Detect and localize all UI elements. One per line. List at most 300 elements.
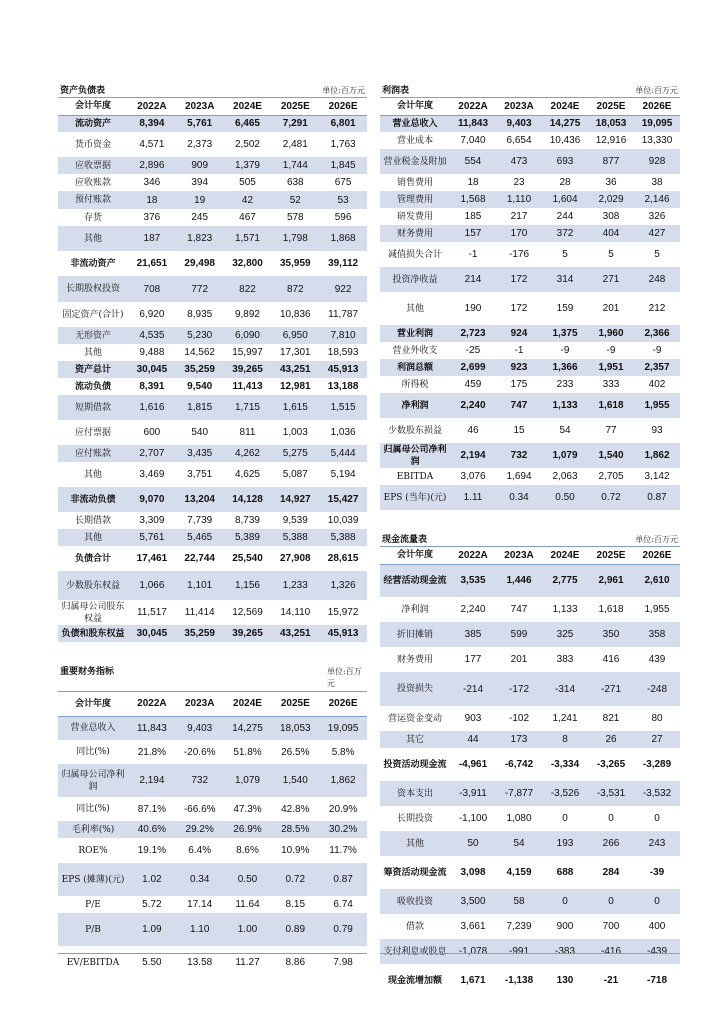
value-cell: 35,259: [176, 361, 224, 378]
value-cell: 1,868: [319, 226, 367, 251]
value-cell: 58: [496, 889, 542, 914]
value-cell: 1,379: [224, 157, 272, 174]
value-cell: 688: [556, 867, 574, 878]
value-cell: 0.72: [588, 485, 634, 510]
value-cell: 596: [334, 212, 352, 223]
header-year-cell: 2024E: [224, 98, 272, 115]
value-cell: 130: [556, 975, 574, 986]
header-year-cell: 2026E: [634, 98, 680, 115]
value-cell: 333: [602, 379, 620, 390]
header-year-cell: 2022A: [450, 547, 496, 564]
value-cell: 1,366: [542, 359, 588, 376]
value-cell: 214: [450, 267, 496, 292]
value-cell: 9,540: [187, 381, 213, 392]
value-cell: -248: [634, 672, 680, 706]
row-label: 短期借款: [58, 395, 128, 420]
value-cell: -1,100: [458, 813, 488, 824]
value-cell: 14,110: [280, 607, 311, 618]
value-cell: 922: [319, 276, 367, 302]
value-cell: 266: [588, 831, 634, 856]
value-cell: 0.50: [224, 863, 272, 896]
row-label: P/B: [58, 913, 128, 946]
row-label: 研发费用: [396, 211, 433, 222]
value-cell: 2,373: [187, 139, 213, 150]
value-cell: 7,291: [271, 115, 319, 132]
value-cell: 217: [510, 211, 528, 222]
value-cell: 0.34: [496, 485, 542, 510]
value-cell: 0.34: [176, 863, 224, 896]
value-cell: 1,715: [224, 395, 272, 420]
header-year-cell: 2022A: [450, 98, 496, 115]
row-label: 预付账款: [58, 191, 128, 209]
value-cell: 1.09: [128, 913, 176, 946]
value-cell: 578: [286, 212, 304, 223]
value-cell: -39: [649, 867, 665, 878]
value-cell: -172: [496, 672, 542, 706]
table-row: [58, 529, 367, 546]
value-cell: 5,388: [271, 529, 319, 546]
value-cell: 1,066: [128, 571, 176, 600]
table-header-row: [380, 547, 680, 564]
value-cell: 314: [542, 267, 588, 292]
value-cell: 19,095: [634, 115, 680, 132]
value-cell: -314: [542, 672, 588, 706]
value-cell: 212: [648, 303, 666, 314]
table-row: [380, 267, 680, 292]
header-label-cell: 会计年度: [58, 98, 128, 115]
value-cell: 12,981: [279, 381, 311, 392]
value-cell: 1,955: [634, 393, 680, 418]
row-label: 其他: [83, 469, 102, 480]
value-cell: 1,446: [496, 564, 542, 597]
value-cell: 1,079: [542, 443, 588, 468]
header-label-cell: 会计年度: [380, 547, 450, 564]
value-cell: 93: [651, 425, 663, 436]
table-row: [380, 225, 680, 242]
header-year-cell: 2025E: [271, 98, 319, 115]
value-cell: 0: [608, 813, 614, 824]
value-cell: 172: [496, 267, 542, 292]
value-cell: 12,569: [232, 607, 263, 618]
table-row: [58, 361, 367, 378]
row-label: 货币资金: [74, 139, 111, 150]
value-cell: 4,571: [139, 139, 165, 150]
value-cell: 50: [450, 831, 496, 856]
balance-sheet-title: 资产负债表: [60, 86, 106, 96]
value-cell: 19: [176, 191, 224, 209]
table-row: [380, 748, 680, 781]
value-cell: 10.9%: [281, 845, 310, 856]
value-cell: 1,823: [176, 226, 224, 251]
table-row: [380, 418, 680, 443]
table-row: [58, 115, 367, 132]
value-cell: 80: [651, 713, 663, 724]
value-cell: 14,275: [224, 716, 272, 740]
value-cell: 9,488: [139, 347, 165, 358]
value-cell: 27: [634, 731, 680, 748]
value-cell: 7,810: [319, 327, 367, 344]
value-cell: 6,950: [271, 327, 319, 344]
header-year-cell: 2026E: [634, 547, 680, 564]
value-cell: 772: [176, 276, 224, 302]
value-cell: 170: [496, 225, 542, 242]
cash-flow-table: [380, 547, 680, 997]
value-cell: 3,469: [139, 469, 165, 480]
table-row: [58, 191, 367, 209]
value-cell: 1,951: [588, 359, 634, 376]
cash-flow-unit: 单位:百万元: [635, 535, 678, 544]
income-statement-header: [380, 83, 680, 98]
table-row: [380, 174, 680, 191]
value-cell: 39,112: [328, 258, 359, 269]
value-cell: 2,502: [234, 139, 260, 150]
value-cell: 157: [450, 225, 496, 242]
value-cell: -3,265: [596, 759, 626, 770]
value-cell: 383: [556, 654, 574, 665]
table-row: [58, 395, 367, 420]
value-cell: 822: [224, 276, 272, 302]
value-cell: 40.6%: [128, 821, 176, 838]
value-cell: 5: [562, 249, 568, 260]
key-indicators-unit: 单位:百万元: [327, 667, 362, 688]
value-cell: 540: [191, 427, 209, 438]
value-cell: 554: [450, 149, 496, 174]
row-label: ROE%: [78, 845, 108, 856]
value-cell: 190: [464, 303, 482, 314]
value-cell: 14,927: [271, 487, 319, 512]
value-cell: 46: [467, 425, 479, 436]
value-cell: 15,427: [319, 487, 367, 512]
value-cell: 923: [496, 359, 542, 376]
value-cell: -3,334: [550, 759, 580, 770]
header-year-cell: 2025E: [271, 692, 319, 716]
value-cell: 3,076: [460, 471, 486, 482]
value-cell: 11,787: [328, 309, 359, 320]
value-cell: 599: [496, 622, 542, 647]
row-label: 无形资产: [58, 327, 128, 344]
value-cell: 9,403: [496, 115, 542, 132]
value-cell: -3,526: [542, 781, 588, 806]
value-cell: 54: [496, 831, 542, 856]
value-cell: -7,877: [496, 781, 542, 806]
value-cell: 15,997: [232, 347, 263, 358]
value-cell: 358: [634, 622, 680, 647]
value-cell: 7,040: [460, 135, 486, 146]
value-cell: 21.8%: [137, 746, 167, 758]
value-cell: 2,366: [634, 325, 680, 342]
value-cell: 11.7%: [329, 845, 357, 856]
value-cell: 8.86: [285, 957, 306, 968]
header-year-cell: 2023A: [496, 547, 542, 564]
value-cell: 5.8%: [331, 746, 355, 758]
table-row: [58, 226, 367, 251]
value-cell: 11,414: [184, 607, 215, 618]
table-row: [58, 251, 367, 276]
row-label: 归属母公司股东权益: [61, 601, 125, 624]
value-cell: 4,159: [506, 867, 532, 878]
value-cell: 1,241: [552, 713, 578, 724]
value-cell: 27,908: [279, 553, 311, 564]
row-label: 投资净收益: [380, 267, 450, 292]
cash-flow-header: [380, 532, 680, 547]
table-row: [380, 622, 680, 647]
value-cell: 21,651: [136, 258, 168, 269]
value-cell: -3,911: [450, 781, 496, 806]
header-label-cell: 会计年度: [380, 98, 450, 115]
row-label: 归属母公司净利润: [58, 764, 128, 797]
value-cell: 3,435: [176, 445, 224, 462]
value-cell: 0: [654, 813, 660, 824]
value-cell: 28: [559, 177, 571, 188]
header-year-cell: 2022A: [128, 98, 176, 115]
value-cell: 3,751: [187, 469, 213, 480]
value-cell: -271: [588, 672, 634, 706]
row-label: 投资活动现金流: [383, 759, 447, 770]
value-cell: 9,539: [282, 515, 308, 526]
value-cell: 1,133: [542, 393, 588, 418]
row-label: 支付利息或股息: [380, 939, 450, 964]
header-label-cell: 会计年度: [58, 692, 128, 716]
value-cell: -6,742: [504, 759, 534, 770]
header-year-cell: 2023A: [176, 692, 224, 716]
row-label: 应收票据: [58, 157, 128, 174]
row-label: 经营活动现金流: [380, 564, 450, 597]
table-row: [380, 376, 680, 393]
value-cell: 45,913: [319, 625, 367, 642]
value-cell: 6.74: [333, 899, 353, 910]
value-cell: 28,615: [327, 553, 359, 564]
income-statement-title: 利润表: [382, 86, 410, 96]
value-cell: 0: [634, 889, 680, 914]
table-row: [380, 242, 680, 267]
value-cell: 350: [588, 622, 634, 647]
value-cell: 3,098: [460, 867, 486, 878]
value-cell: 416: [602, 654, 620, 665]
row-label: 归属母公司净利润: [380, 443, 450, 468]
table-row: [380, 564, 680, 597]
row-label: 资本支出: [380, 781, 450, 806]
value-cell: 9,070: [128, 487, 176, 512]
value-cell: 400: [648, 921, 666, 932]
value-cell: -9: [606, 345, 616, 356]
value-cell: 1,540: [271, 764, 319, 797]
value-cell: 45,913: [319, 361, 367, 378]
value-cell: 8,394: [128, 115, 176, 132]
row-label: 净利润: [401, 604, 429, 615]
table-row: [380, 132, 680, 149]
row-label: 其他: [83, 347, 102, 358]
row-label: 财务费用: [380, 225, 450, 242]
row-label: 流动资产: [58, 115, 128, 132]
value-cell: -66.6%: [183, 803, 216, 815]
table-row: [380, 914, 680, 939]
income-statement-panel: [380, 83, 680, 510]
bottom-rule-left: [58, 953, 367, 954]
table-row: [58, 132, 367, 157]
row-label: 筹资活动现金流: [383, 867, 447, 878]
value-cell: 6,090: [224, 327, 272, 344]
row-label: 其他: [58, 226, 128, 251]
value-cell: 28.5%: [271, 821, 319, 838]
value-cell: 23: [513, 177, 525, 188]
value-cell: 10,836: [279, 309, 311, 320]
table-row: [380, 597, 680, 622]
value-cell: 3,309: [139, 515, 165, 526]
value-cell: 5,194: [330, 469, 356, 480]
value-cell: 14,275: [542, 115, 588, 132]
value-cell: 284: [602, 867, 620, 878]
table-header-row: [58, 98, 367, 115]
row-label: 负债合计: [74, 553, 111, 564]
value-cell: 909: [176, 157, 224, 174]
value-cell: 2,775: [542, 564, 588, 597]
row-label: 少数股东权益: [58, 571, 128, 600]
table-row: [380, 706, 680, 731]
row-label: P/E: [85, 899, 101, 910]
value-cell: 30,045: [128, 625, 176, 642]
value-cell: -3,289: [642, 759, 672, 770]
value-cell: -25: [465, 345, 481, 356]
value-cell: 39,265: [224, 361, 272, 378]
row-label: 应付账款: [58, 445, 128, 462]
table-row: [380, 292, 680, 325]
value-cell: 1.10: [176, 913, 224, 946]
value-cell: 172: [510, 303, 528, 314]
value-cell: 0.87: [319, 863, 367, 896]
value-cell: 30,045: [128, 361, 176, 378]
value-cell: 248: [634, 267, 680, 292]
table-row: [58, 157, 367, 174]
table-row: [380, 889, 680, 914]
value-cell: 3,661: [460, 921, 486, 932]
value-cell: -439: [634, 939, 680, 964]
value-cell: 2,707: [128, 445, 176, 462]
balance-sheet-unit: 单位:百万元: [322, 86, 365, 95]
table-row: [380, 325, 680, 342]
row-label: 固定资产(合计): [62, 309, 124, 320]
value-cell: 5,389: [224, 529, 272, 546]
value-cell: 17.14: [187, 899, 213, 910]
value-cell: 325: [542, 622, 588, 647]
table-row: [380, 342, 680, 359]
value-cell: 1,003: [282, 427, 308, 438]
value-cell: 1.11: [450, 485, 496, 510]
value-cell: 1,133: [552, 604, 578, 615]
value-cell: 201: [510, 654, 528, 665]
value-cell: 1,618: [588, 393, 634, 418]
value-cell: 29,498: [184, 258, 215, 269]
value-cell: 233: [556, 379, 574, 390]
value-cell: 1,815: [176, 395, 224, 420]
row-label: 借款: [405, 921, 424, 932]
value-cell: -416: [588, 939, 634, 964]
value-cell: 11,843: [450, 115, 496, 132]
value-cell: 18: [467, 177, 479, 188]
value-cell: 732: [496, 443, 542, 468]
value-cell: 0.89: [271, 913, 319, 946]
value-cell: 43,251: [271, 625, 319, 642]
value-cell: 1,156: [224, 571, 272, 600]
value-cell: 5,388: [319, 529, 367, 546]
value-cell: 8.6%: [236, 845, 259, 856]
value-cell: 54: [559, 425, 571, 436]
value-cell: 8: [542, 731, 588, 748]
row-label: 其他: [58, 529, 128, 546]
value-cell: 1,671: [460, 975, 486, 986]
value-cell: 6,465: [224, 115, 272, 132]
row-label: 毛利率(%): [58, 821, 128, 838]
value-cell: 2,194: [128, 764, 176, 797]
value-cell: 11.27: [235, 957, 260, 968]
value-cell: -9: [560, 345, 570, 356]
value-cell: 1,568: [450, 191, 496, 208]
value-cell: 693: [542, 149, 588, 174]
value-cell: 35,259: [176, 625, 224, 642]
value-cell: 2,610: [634, 564, 680, 597]
value-cell: 1,079: [224, 764, 272, 797]
table-row: [58, 946, 367, 979]
table-row: [380, 672, 680, 706]
value-cell: 244: [556, 211, 574, 222]
value-cell: 19,095: [319, 716, 367, 740]
value-cell: 1,101: [176, 571, 224, 600]
value-cell: -383: [542, 939, 588, 964]
value-cell: 52: [271, 191, 319, 209]
value-cell: 1,615: [271, 395, 319, 420]
table-row: [58, 462, 367, 487]
value-cell: 4,535: [128, 327, 176, 344]
value-cell: 13,188: [327, 381, 359, 392]
row-label: 其他: [405, 303, 424, 314]
value-cell: 394: [191, 177, 209, 188]
value-cell: 439: [648, 654, 666, 665]
value-cell: 14,128: [224, 487, 272, 512]
table-row: [58, 600, 367, 625]
value-cell: 19.1%: [137, 845, 167, 856]
value-cell: 1,694: [506, 471, 532, 482]
value-cell: 177: [464, 654, 482, 665]
value-cell: 747: [510, 604, 528, 615]
table-header-row: [380, 98, 680, 115]
row-label: 应付票据: [74, 427, 111, 438]
value-cell: 3,535: [450, 564, 496, 597]
value-cell: 13,330: [641, 135, 673, 146]
row-label: 非流动负债: [58, 487, 128, 512]
value-cell: 36: [605, 177, 617, 188]
balance-sheet-panel: [58, 83, 367, 642]
value-cell: 9,403: [176, 716, 224, 740]
value-cell: 0.87: [634, 485, 680, 510]
value-cell: 10,039: [327, 515, 359, 526]
table-row: [380, 856, 680, 889]
value-cell: 638: [286, 177, 304, 188]
value-cell: 42.8%: [281, 803, 310, 815]
value-cell: 4,262: [224, 445, 272, 462]
value-cell: 8,739: [234, 515, 260, 526]
value-cell: 159: [556, 303, 574, 314]
value-cell: 44: [450, 731, 496, 748]
row-label: 营业外收支: [392, 345, 438, 356]
value-cell: 5.72: [142, 899, 162, 910]
key-indicators-panel: [58, 666, 367, 979]
header-year-cell: 2022A: [128, 692, 176, 716]
value-cell: 26.9%: [224, 821, 272, 838]
table-row: [58, 302, 367, 327]
value-cell: 473: [496, 149, 542, 174]
value-cell: 15: [513, 425, 525, 436]
value-cell: 3,500: [450, 889, 496, 914]
value-cell: -1: [514, 345, 524, 356]
